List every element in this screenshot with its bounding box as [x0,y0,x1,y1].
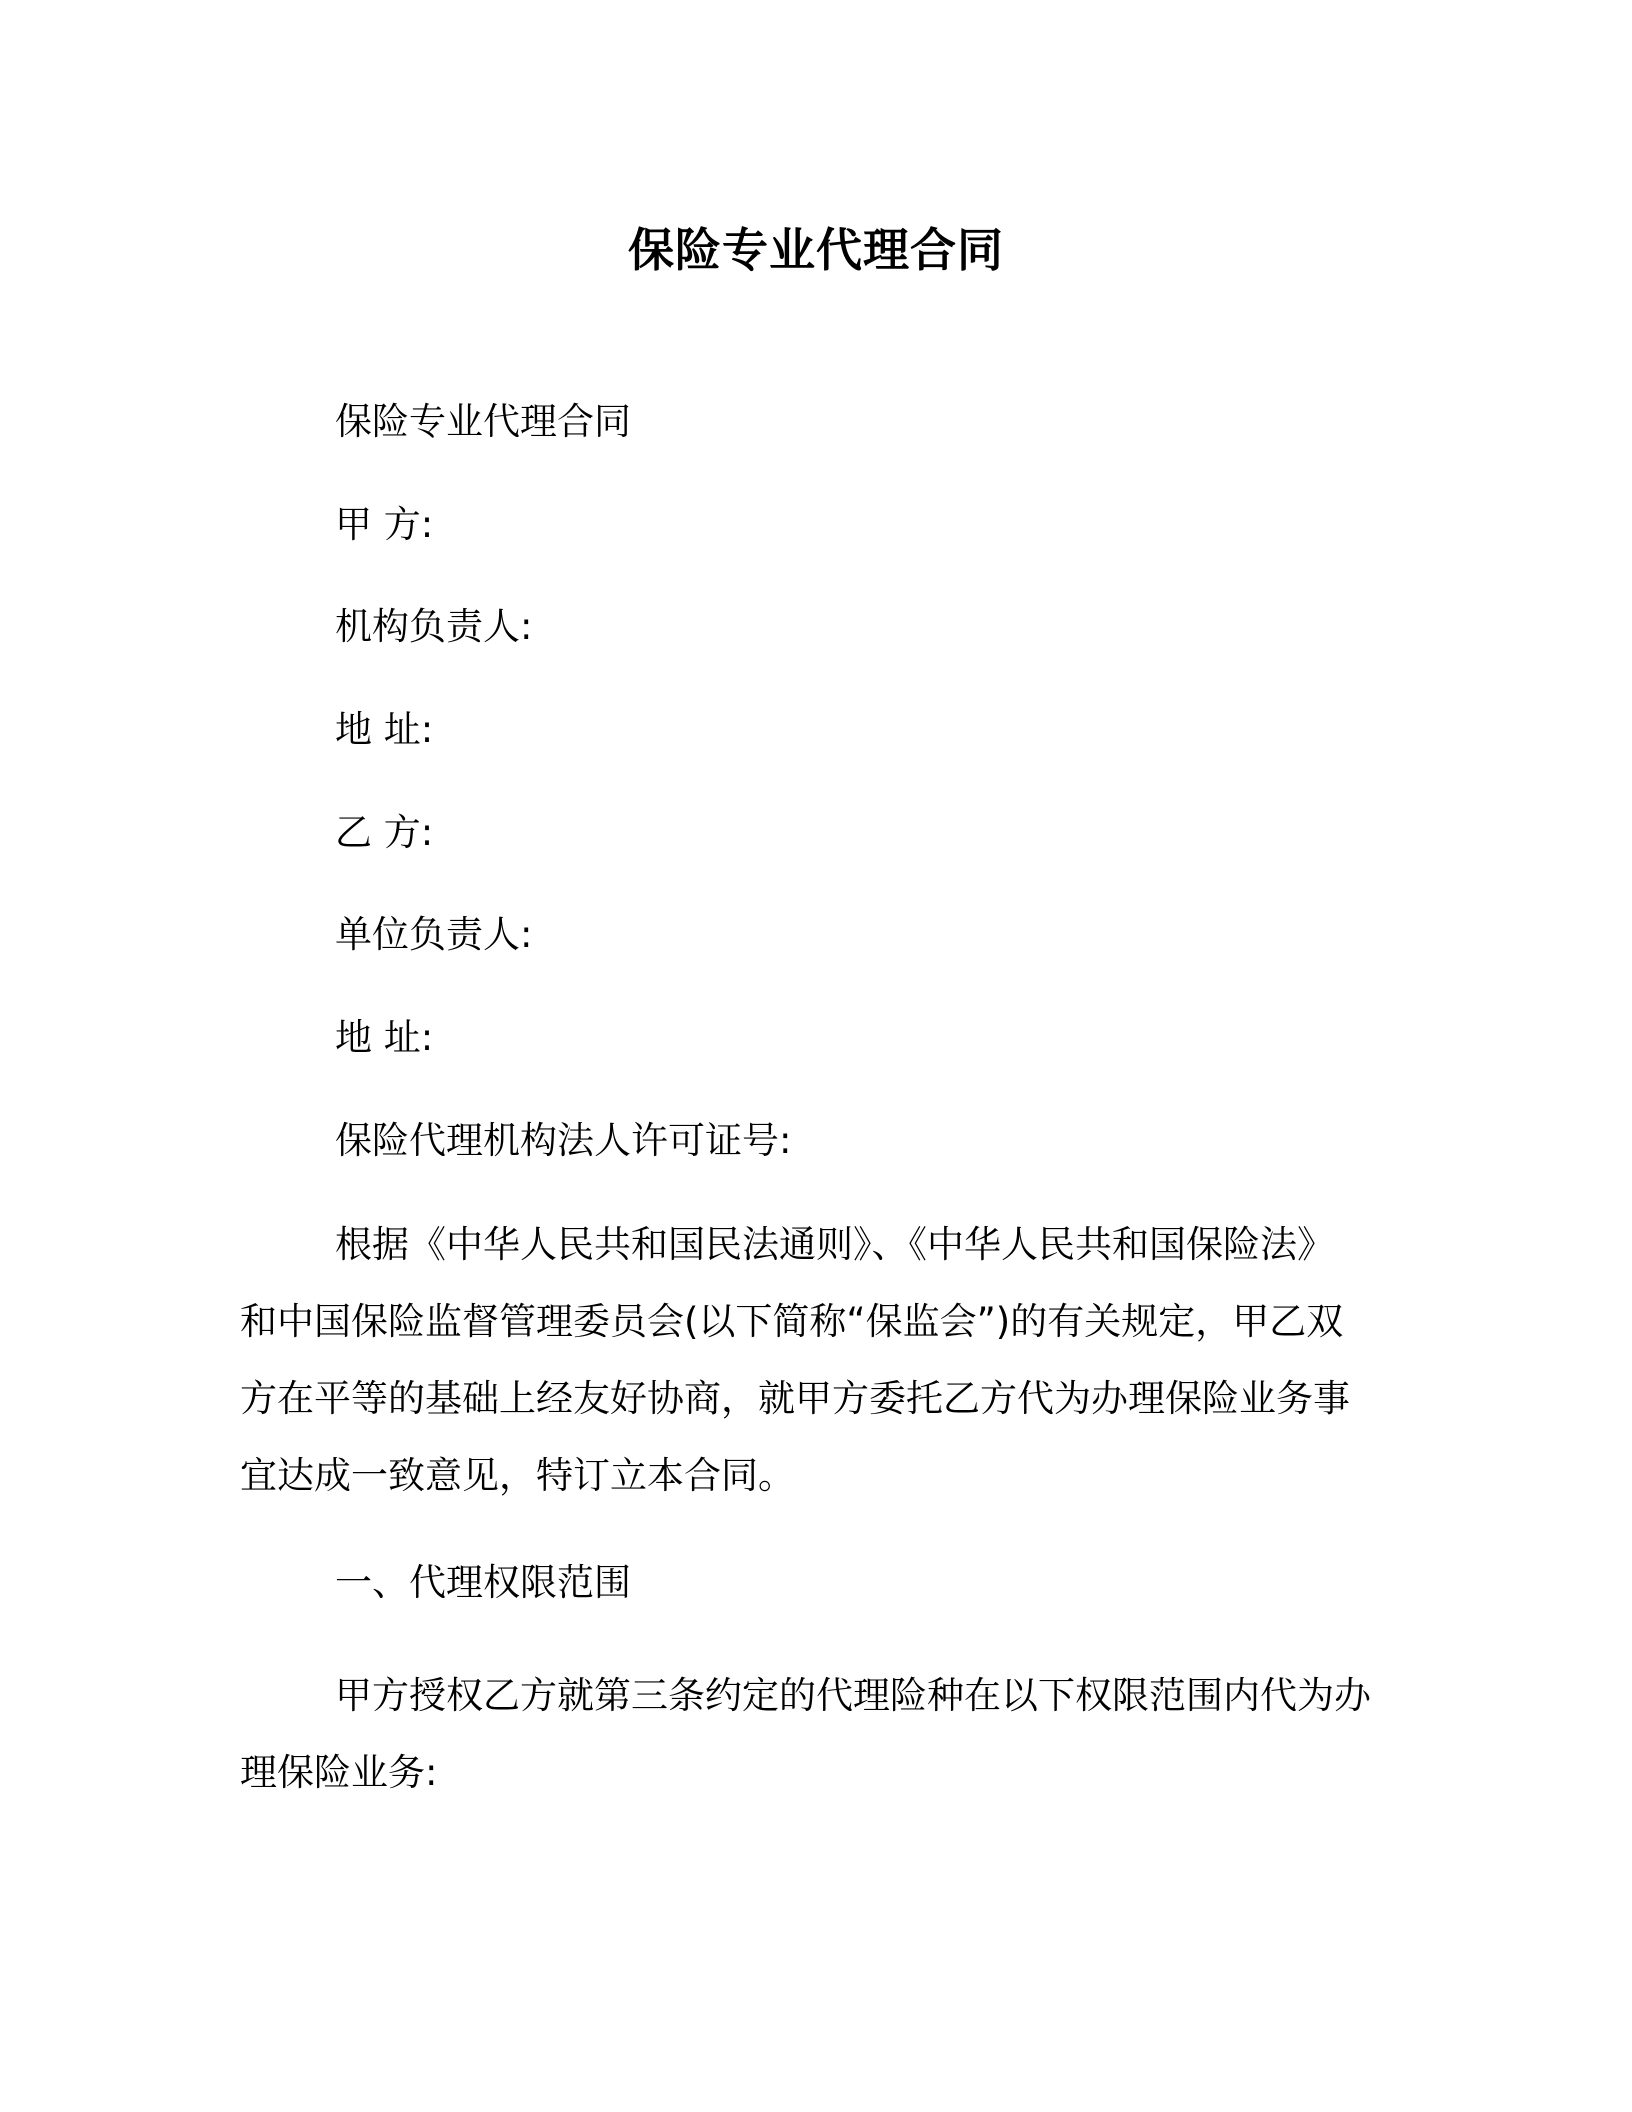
section-1-heading: 一、代理权限范围 [335,1561,631,1604]
preamble-line: 和中国保险监督管理委员会(以下简称“保监会”)的有关规定，甲乙双 [240,1300,1344,1343]
preamble-paragraph [240,1206,1390,1514]
party-b-head-field: 单位负责人: [335,913,533,956]
party-b-field: 乙 方: [335,811,434,854]
party-a-address-field: 地 址: [335,708,434,751]
preamble-line: 方在平等的基础上经友好协商，就甲方委托乙方代为办理保险业务事 [240,1377,1350,1420]
preamble-line: 宜达成一致意见，特订立本合同。 [240,1454,795,1497]
section-1-body-line: 甲方授权乙方就第三条约定的代理险种在以下权限范围内代为办 [335,1674,1371,1717]
section-1-body [240,1657,1390,1811]
preamble-line: 根据《中华人民共和国民法通则》、《中华人民共和国保险法》 [335,1223,1334,1266]
party-a-head-field: 机构负责人: [335,605,533,648]
document-title: 保险专业代理合同 [628,223,1004,277]
license-number-field: 保险代理机构法人许可证号: [335,1119,792,1162]
section-1-body-line: 理保险业务: [240,1751,438,1794]
contract-name-line: 保险专业代理合同 [335,400,631,443]
party-b-address-field: 地 址: [335,1016,434,1059]
party-a-field: 甲 方: [335,503,434,546]
